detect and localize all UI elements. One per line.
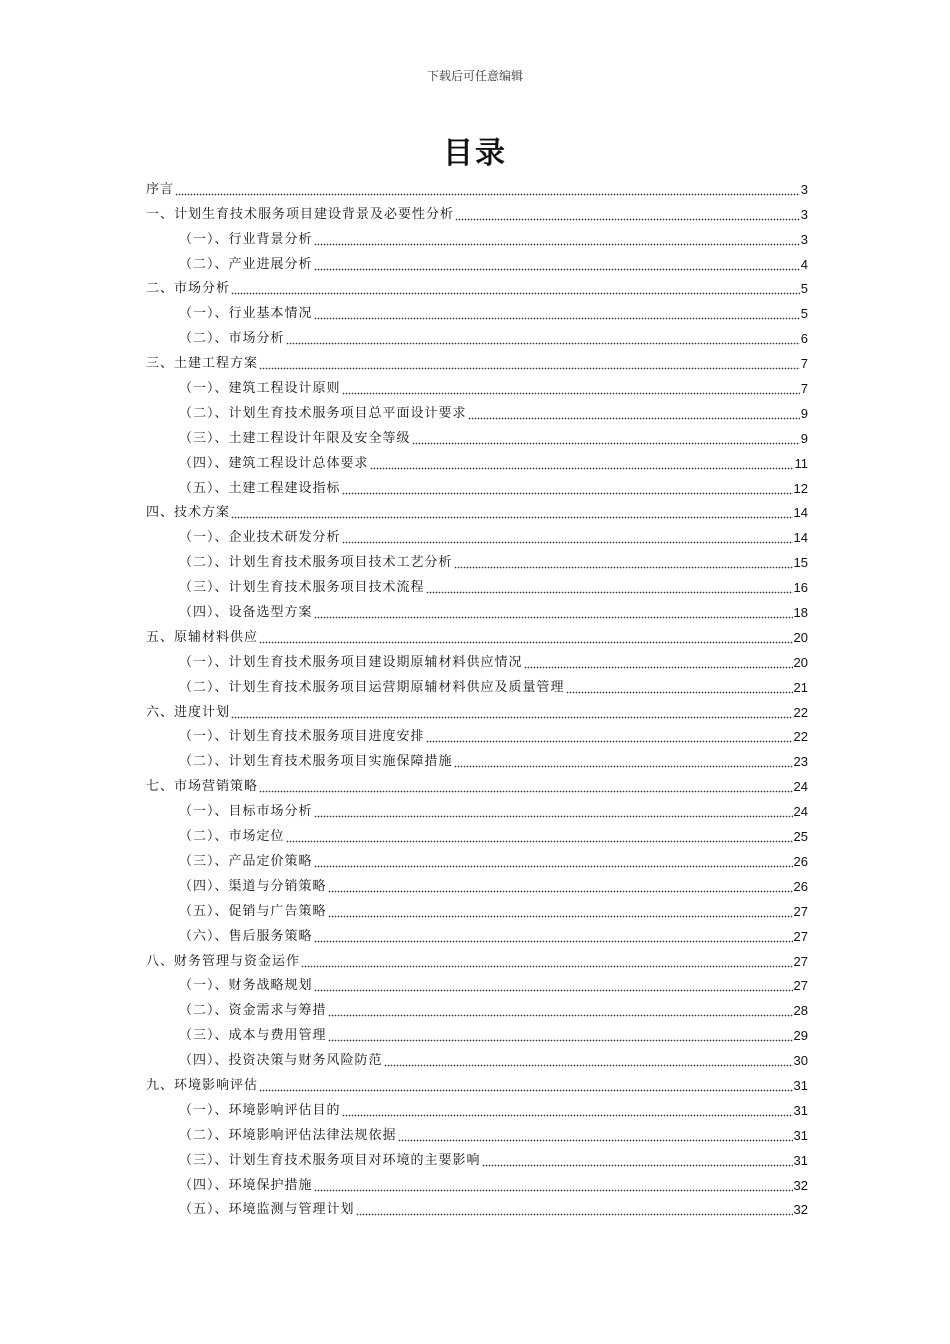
toc-entry[interactable] (146, 871, 808, 896)
toc-entry-text: （五）、土建工程建设指标 (179, 480, 341, 496)
toc-dot-leader (482, 1157, 793, 1167)
toc-entry-text: 五、原辅材料供应 (146, 629, 259, 645)
toc-entry[interactable] (146, 473, 808, 498)
toc-page-number: 32 (793, 1177, 808, 1193)
toc-dot-leader (314, 609, 793, 619)
toc-dot-leader (301, 958, 793, 968)
toc-dot-leader (342, 485, 793, 495)
toc-entry[interactable] (146, 398, 808, 423)
toc-entry-text: （一）、财务战略规划 (179, 978, 313, 994)
toc-dot-leader (454, 559, 793, 569)
toc-dot-leader (231, 285, 800, 295)
toc-page-number: 18 (793, 605, 808, 621)
toc-entry-text: （二）、计划生育技术服务项目实施保障措施 (179, 754, 453, 770)
toc-entry-text: （一）、行业背景分析 (179, 231, 313, 247)
toc-entry-text: 三、土建工程方案 (146, 356, 259, 372)
toc-entry[interactable] (146, 348, 808, 373)
toc-page-number: 31 (793, 1152, 808, 1168)
toc-page-number: 20 (793, 629, 808, 645)
toc-entry-text: （五）、环境监测与管理计划 (179, 1202, 355, 1218)
toc-dot-leader (370, 460, 794, 470)
toc-dot-leader (524, 659, 793, 669)
toc-page-number: 3 (800, 206, 808, 222)
toc-dot-leader (398, 1132, 793, 1142)
toc-page-number: 28 (793, 1003, 808, 1019)
toc-page-number: 31 (793, 1102, 808, 1118)
toc-entry[interactable] (146, 1095, 808, 1120)
toc-entry[interactable] (146, 1170, 808, 1195)
toc-entry[interactable] (146, 522, 808, 547)
toc-page-number: 22 (793, 729, 808, 745)
toc-dot-leader (231, 509, 793, 519)
toc-entry-text: （二）、市场定位 (179, 829, 285, 845)
toc-dot-leader (342, 385, 800, 395)
toc-entry-text: （四）、投资决策与财务风险防范 (179, 1053, 383, 1069)
toc-entry[interactable] (146, 995, 808, 1020)
toc-dot-leader (328, 883, 793, 893)
toc-entry-text: （四）、设备选型方案 (179, 605, 313, 621)
toc-entry-text: （二）、计划生育技术服务项目运营期原辅材料供应及质量管理 (179, 679, 565, 695)
toc-page-number: 7 (800, 381, 808, 397)
toc-entry-text: （二）、计划生育技术服务项目技术工艺分析 (179, 555, 453, 571)
toc-page-number: 14 (793, 530, 808, 546)
toc-entry-text: （一）、企业技术研发分析 (179, 530, 341, 546)
toc-entry-text: （二）、市场分析 (179, 331, 285, 347)
toc-page-number: 27 (793, 903, 808, 919)
toc-entry-text: （三）、土建工程设计年限及安全等级 (179, 430, 411, 446)
toc-entry[interactable] (146, 572, 808, 597)
toc-dot-leader (468, 410, 800, 420)
toc-page-number: 20 (793, 654, 808, 670)
toc-dot-leader (314, 808, 793, 818)
toc-entry-text: 八、财务管理与资金运作 (146, 953, 301, 969)
toc-entry[interactable] (146, 946, 808, 971)
toc-page-number: 11 (794, 455, 808, 471)
toc-dot-leader (384, 1057, 793, 1067)
toc-dot-leader (342, 534, 793, 544)
toc-dot-leader (455, 211, 800, 221)
toc-entry[interactable] (146, 971, 808, 996)
toc-entry[interactable] (146, 498, 808, 523)
toc-entry[interactable] (146, 672, 808, 697)
toc-page-number: 31 (793, 1077, 808, 1093)
toc-entry[interactable] (146, 1120, 808, 1145)
toc-dot-leader (412, 435, 800, 445)
toc-dot-leader (314, 858, 793, 868)
toc-dot-leader (314, 1182, 793, 1192)
toc-dot-leader (314, 310, 800, 320)
toc-page-number: 12 (793, 480, 808, 496)
toc-entry-text: （五）、促销与广告策略 (179, 903, 327, 919)
toc-entry-text: （二）、资金需求与筹措 (179, 1003, 327, 1019)
toc-entry[interactable] (146, 1070, 808, 1095)
toc-entry[interactable] (146, 423, 808, 448)
toc-entry-text: （三）、计划生育技术服务项目对环境的主要影响 (179, 1152, 481, 1168)
toc-page-number: 9 (800, 405, 808, 421)
toc-entry-text: （一）、环境影响评估目的 (179, 1102, 341, 1118)
toc-dot-leader (286, 833, 793, 843)
toc-page-number: 27 (793, 953, 808, 969)
toc-dot-leader (328, 908, 793, 918)
toc-dot-leader (426, 733, 793, 743)
toc-entry[interactable] (146, 697, 808, 722)
toc-dot-leader (356, 1206, 793, 1216)
toc-page-number: 27 (793, 928, 808, 944)
toc-entry[interactable] (146, 722, 808, 747)
toc-entry[interactable] (146, 249, 808, 274)
toc-page-number: 14 (793, 505, 808, 521)
toc-dot-leader (314, 261, 800, 271)
toc-page-number: 6 (800, 331, 808, 347)
toc-page-number: 22 (793, 704, 808, 720)
toc-dot-leader (259, 634, 793, 644)
toc-entry[interactable] (146, 298, 808, 323)
toc-entry[interactable] (146, 746, 808, 771)
toc-entry[interactable] (146, 771, 808, 796)
toc-list (146, 174, 808, 1219)
toc-entry-text: 四、技术方案 (146, 505, 231, 521)
toc-entry-text: （二）、产业进展分析 (179, 256, 313, 272)
toc-entry[interactable] (146, 796, 808, 821)
toc-entry[interactable] (146, 846, 808, 871)
toc-entry-text: （一）、计划生育技术服务项目建设期原辅材料供应情况 (179, 654, 523, 670)
toc-page-number: 15 (793, 555, 808, 571)
toc-dot-leader (342, 1107, 793, 1117)
toc-page-number: 29 (793, 1028, 808, 1044)
toc-entry-text: （一）、行业基本情况 (179, 306, 313, 322)
toc-entry-text: （一）、计划生育技术服务项目进度安排 (179, 729, 425, 745)
toc-page-number: 3 (800, 231, 808, 247)
toc-dot-leader (314, 236, 800, 246)
toc-page-number: 21 (793, 679, 808, 695)
toc-dot-leader (426, 584, 793, 594)
toc-page-number: 3 (800, 181, 808, 197)
toc-entry[interactable] (146, 373, 808, 398)
toc-page-number: 25 (793, 829, 808, 845)
toc-dot-leader (259, 1082, 793, 1092)
toc-entry-text: 九、环境影响评估 (146, 1077, 259, 1093)
toc-dot-leader (328, 1032, 793, 1042)
toc-dot-leader (259, 783, 793, 793)
toc-entry-text: （二）、环境影响评估法律法规依据 (179, 1127, 397, 1143)
toc-entry[interactable] (146, 199, 808, 224)
toc-entry[interactable] (146, 896, 808, 921)
toc-dot-leader (286, 335, 800, 345)
toc-entry-text: （三）、计划生育技术服务项目技术流程 (179, 580, 425, 596)
header-note: 下载后可任意编辑 (426, 69, 523, 83)
toc-entry[interactable] (146, 821, 808, 846)
toc-dot-leader (328, 1007, 793, 1017)
toc-page-number: 23 (793, 754, 808, 770)
toc-dot-leader (454, 758, 793, 768)
toc-entry-text: 序言 (146, 181, 175, 197)
toc-entry-text: （三）、产品定价策略 (179, 853, 313, 869)
toc-entry-text: （二）、计划生育技术服务项目总平面设计要求 (179, 405, 467, 421)
toc-entry[interactable] (146, 622, 808, 647)
toc-entry[interactable] (146, 224, 808, 249)
toc-page-number: 31 (793, 1127, 808, 1143)
toc-page-number: 16 (793, 580, 808, 596)
toc-dot-leader (175, 186, 800, 196)
toc-dot-leader (314, 982, 793, 992)
toc-entry[interactable] (146, 1045, 808, 1070)
toc-entry[interactable] (146, 921, 808, 946)
toc-dot-leader (259, 360, 800, 370)
toc-dot-leader (314, 933, 793, 943)
toc-entry-text: 一、计划生育技术服务项目建设背景及必要性分析 (146, 206, 455, 222)
toc-page-number: 9 (800, 430, 808, 446)
toc-entry[interactable] (146, 1195, 808, 1220)
toc-entry-text: （四）、渠道与分销策略 (179, 878, 327, 894)
toc-page-number: 27 (793, 978, 808, 994)
toc-page-number: 26 (793, 853, 808, 869)
toc-title: 目录 (443, 136, 507, 171)
toc-page-number: 5 (800, 306, 808, 322)
toc-page-number: 30 (793, 1053, 808, 1069)
toc-entry[interactable] (146, 174, 808, 199)
toc-entry-text: 六、进度计划 (146, 704, 231, 720)
toc-entry[interactable] (146, 274, 808, 299)
toc-page-number: 7 (800, 356, 808, 372)
toc-entry[interactable] (146, 448, 808, 473)
toc-entry[interactable] (146, 597, 808, 622)
toc-entry-text: （四）、环境保护措施 (179, 1177, 313, 1193)
toc-entry-text: （三）、成本与费用管理 (179, 1028, 327, 1044)
toc-entry-text: （一）、目标市场分析 (179, 804, 313, 820)
toc-entry[interactable] (146, 547, 808, 572)
toc-entry-text: （六）、售后服务策略 (179, 928, 313, 944)
toc-entry[interactable] (146, 647, 808, 672)
toc-page-number: 24 (793, 804, 808, 820)
toc-entry[interactable] (146, 323, 808, 348)
toc-page-number: 4 (800, 256, 808, 272)
toc-page-number: 24 (793, 779, 808, 795)
toc-entry-text: 七、市场营销策略 (146, 779, 259, 795)
toc-entry-text: 二、市场分析 (146, 281, 231, 297)
toc-page-number: 32 (793, 1202, 808, 1218)
toc-page-number: 5 (800, 281, 808, 297)
toc-page-number: 26 (793, 878, 808, 894)
toc-entry-text: （一）、建筑工程设计原则 (179, 381, 341, 397)
toc-entry[interactable] (146, 1020, 808, 1045)
toc-entry[interactable] (146, 1145, 808, 1170)
toc-dot-leader (566, 684, 793, 694)
toc-dot-leader (231, 709, 793, 719)
toc-entry-text: （四）、建筑工程设计总体要求 (179, 455, 369, 471)
